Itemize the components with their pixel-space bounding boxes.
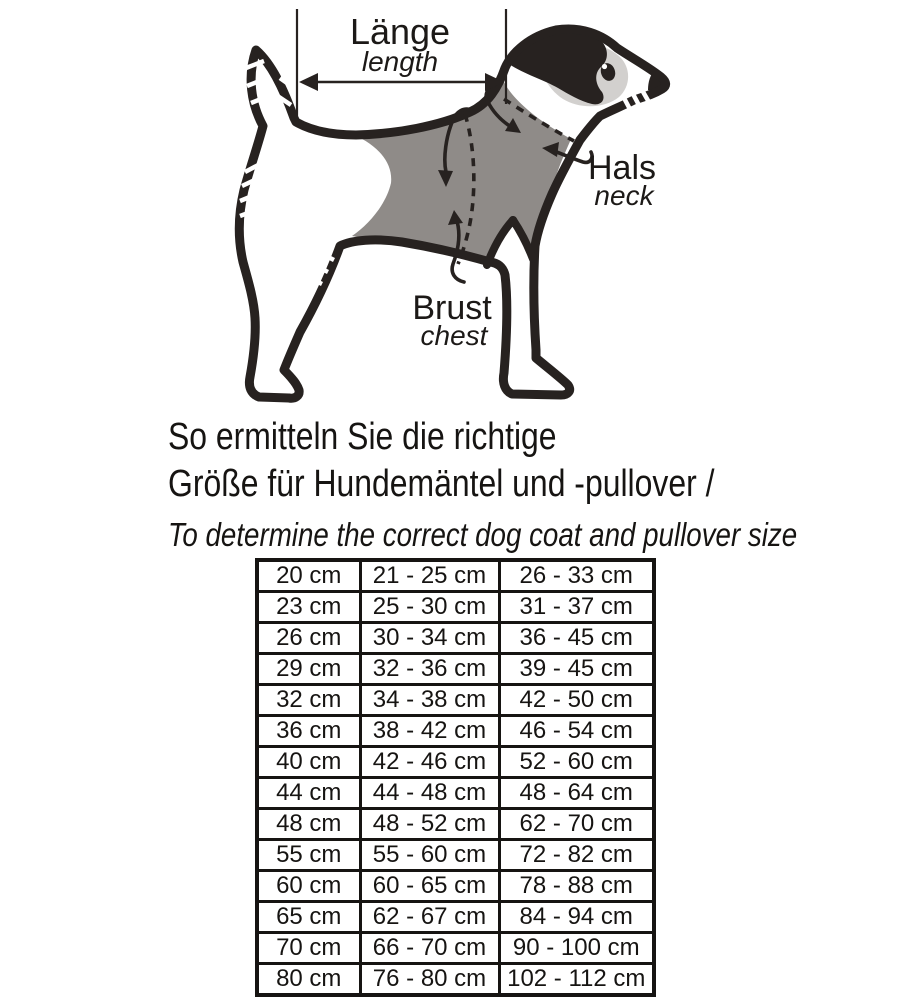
length-label-de: Länge xyxy=(349,11,451,52)
chest-label-en: chest xyxy=(420,320,488,351)
table-cell: 62 - 67 cm xyxy=(360,902,499,933)
table-row xyxy=(257,933,654,964)
size-table xyxy=(255,558,656,997)
table-cell: 36 - 45 cm xyxy=(499,623,654,654)
table-cell: 26 cm xyxy=(257,623,360,654)
table-cell: 60 - 65 cm xyxy=(360,871,499,902)
table-cell: 72 - 82 cm xyxy=(499,840,654,871)
table-cell: 78 - 88 cm xyxy=(499,871,654,902)
table-cell: 32 cm xyxy=(257,685,360,716)
table-cell: 31 - 37 cm xyxy=(499,592,654,623)
dog-measurement-diagram xyxy=(0,0,903,410)
table-row xyxy=(257,809,654,840)
table-cell: 70 cm xyxy=(257,933,360,964)
table-cell: 102 - 112 cm xyxy=(499,964,654,996)
table-row xyxy=(257,902,654,933)
dog-eye-highlight xyxy=(602,64,607,69)
table-cell: 44 cm xyxy=(257,778,360,809)
table-row xyxy=(257,623,654,654)
table-cell: 44 - 48 cm xyxy=(360,778,499,809)
table-cell: 62 - 70 cm xyxy=(499,809,654,840)
table-cell: 55 - 60 cm xyxy=(360,840,499,871)
table-cell: 52 - 60 cm xyxy=(499,747,654,778)
table-cell: 84 - 94 cm xyxy=(499,902,654,933)
table-cell: 20 cm xyxy=(257,560,360,592)
length-label-en: length xyxy=(361,46,439,77)
table-cell: 65 cm xyxy=(257,902,360,933)
table-cell: 30 - 34 cm xyxy=(360,623,499,654)
table-cell: 36 cm xyxy=(257,716,360,747)
table-row xyxy=(257,560,654,592)
chest-label-de: Brust xyxy=(412,289,492,327)
neck-label-en: neck xyxy=(594,180,654,211)
table-cell: 48 cm xyxy=(257,809,360,840)
table-row xyxy=(257,778,654,809)
table-cell: 39 - 45 cm xyxy=(499,654,654,685)
table-cell: 66 - 70 cm xyxy=(360,933,499,964)
table-row xyxy=(257,716,654,747)
table-cell: 25 - 30 cm xyxy=(360,592,499,623)
heading-line-3: To determine the correct dog coat and pullover size xyxy=(168,516,798,553)
table-cell: 80 cm xyxy=(257,964,360,996)
table-cell: 29 cm xyxy=(257,654,360,685)
table-cell: 38 - 42 cm xyxy=(360,716,499,747)
table-cell: 55 cm xyxy=(257,840,360,871)
table-cell: 90 - 100 cm xyxy=(499,933,654,964)
table-cell: 42 - 50 cm xyxy=(499,685,654,716)
table-row xyxy=(257,592,654,623)
length-arrowhead-left xyxy=(299,73,318,91)
table-cell: 34 - 38 cm xyxy=(360,685,499,716)
table-cell: 40 cm xyxy=(257,747,360,778)
table-row xyxy=(257,964,654,996)
heading-line-1: So ermitteln Sie die richtige xyxy=(168,416,557,458)
table-row xyxy=(257,871,654,902)
heading-line-2: Größe für Hundemäntel und -pullover / xyxy=(168,463,715,505)
table-row xyxy=(257,747,654,778)
neck-label-de: Hals xyxy=(587,149,657,187)
table-cell: 23 cm xyxy=(257,592,360,623)
table-cell: 76 - 80 cm xyxy=(360,964,499,996)
table-cell: 32 - 36 cm xyxy=(360,654,499,685)
table-cell: 48 - 64 cm xyxy=(499,778,654,809)
table-cell: 26 - 33 cm xyxy=(499,560,654,592)
size-table-body xyxy=(257,560,654,995)
table-cell: 60 cm xyxy=(257,871,360,902)
table-cell: 46 - 54 cm xyxy=(499,716,654,747)
table-row xyxy=(257,654,654,685)
table-cell: 48 - 52 cm xyxy=(360,809,499,840)
heading-block xyxy=(168,414,903,557)
table-row xyxy=(257,685,654,716)
table-row xyxy=(257,840,654,871)
table-cell: 21 - 25 cm xyxy=(360,560,499,592)
table-cell: 42 - 46 cm xyxy=(360,747,499,778)
